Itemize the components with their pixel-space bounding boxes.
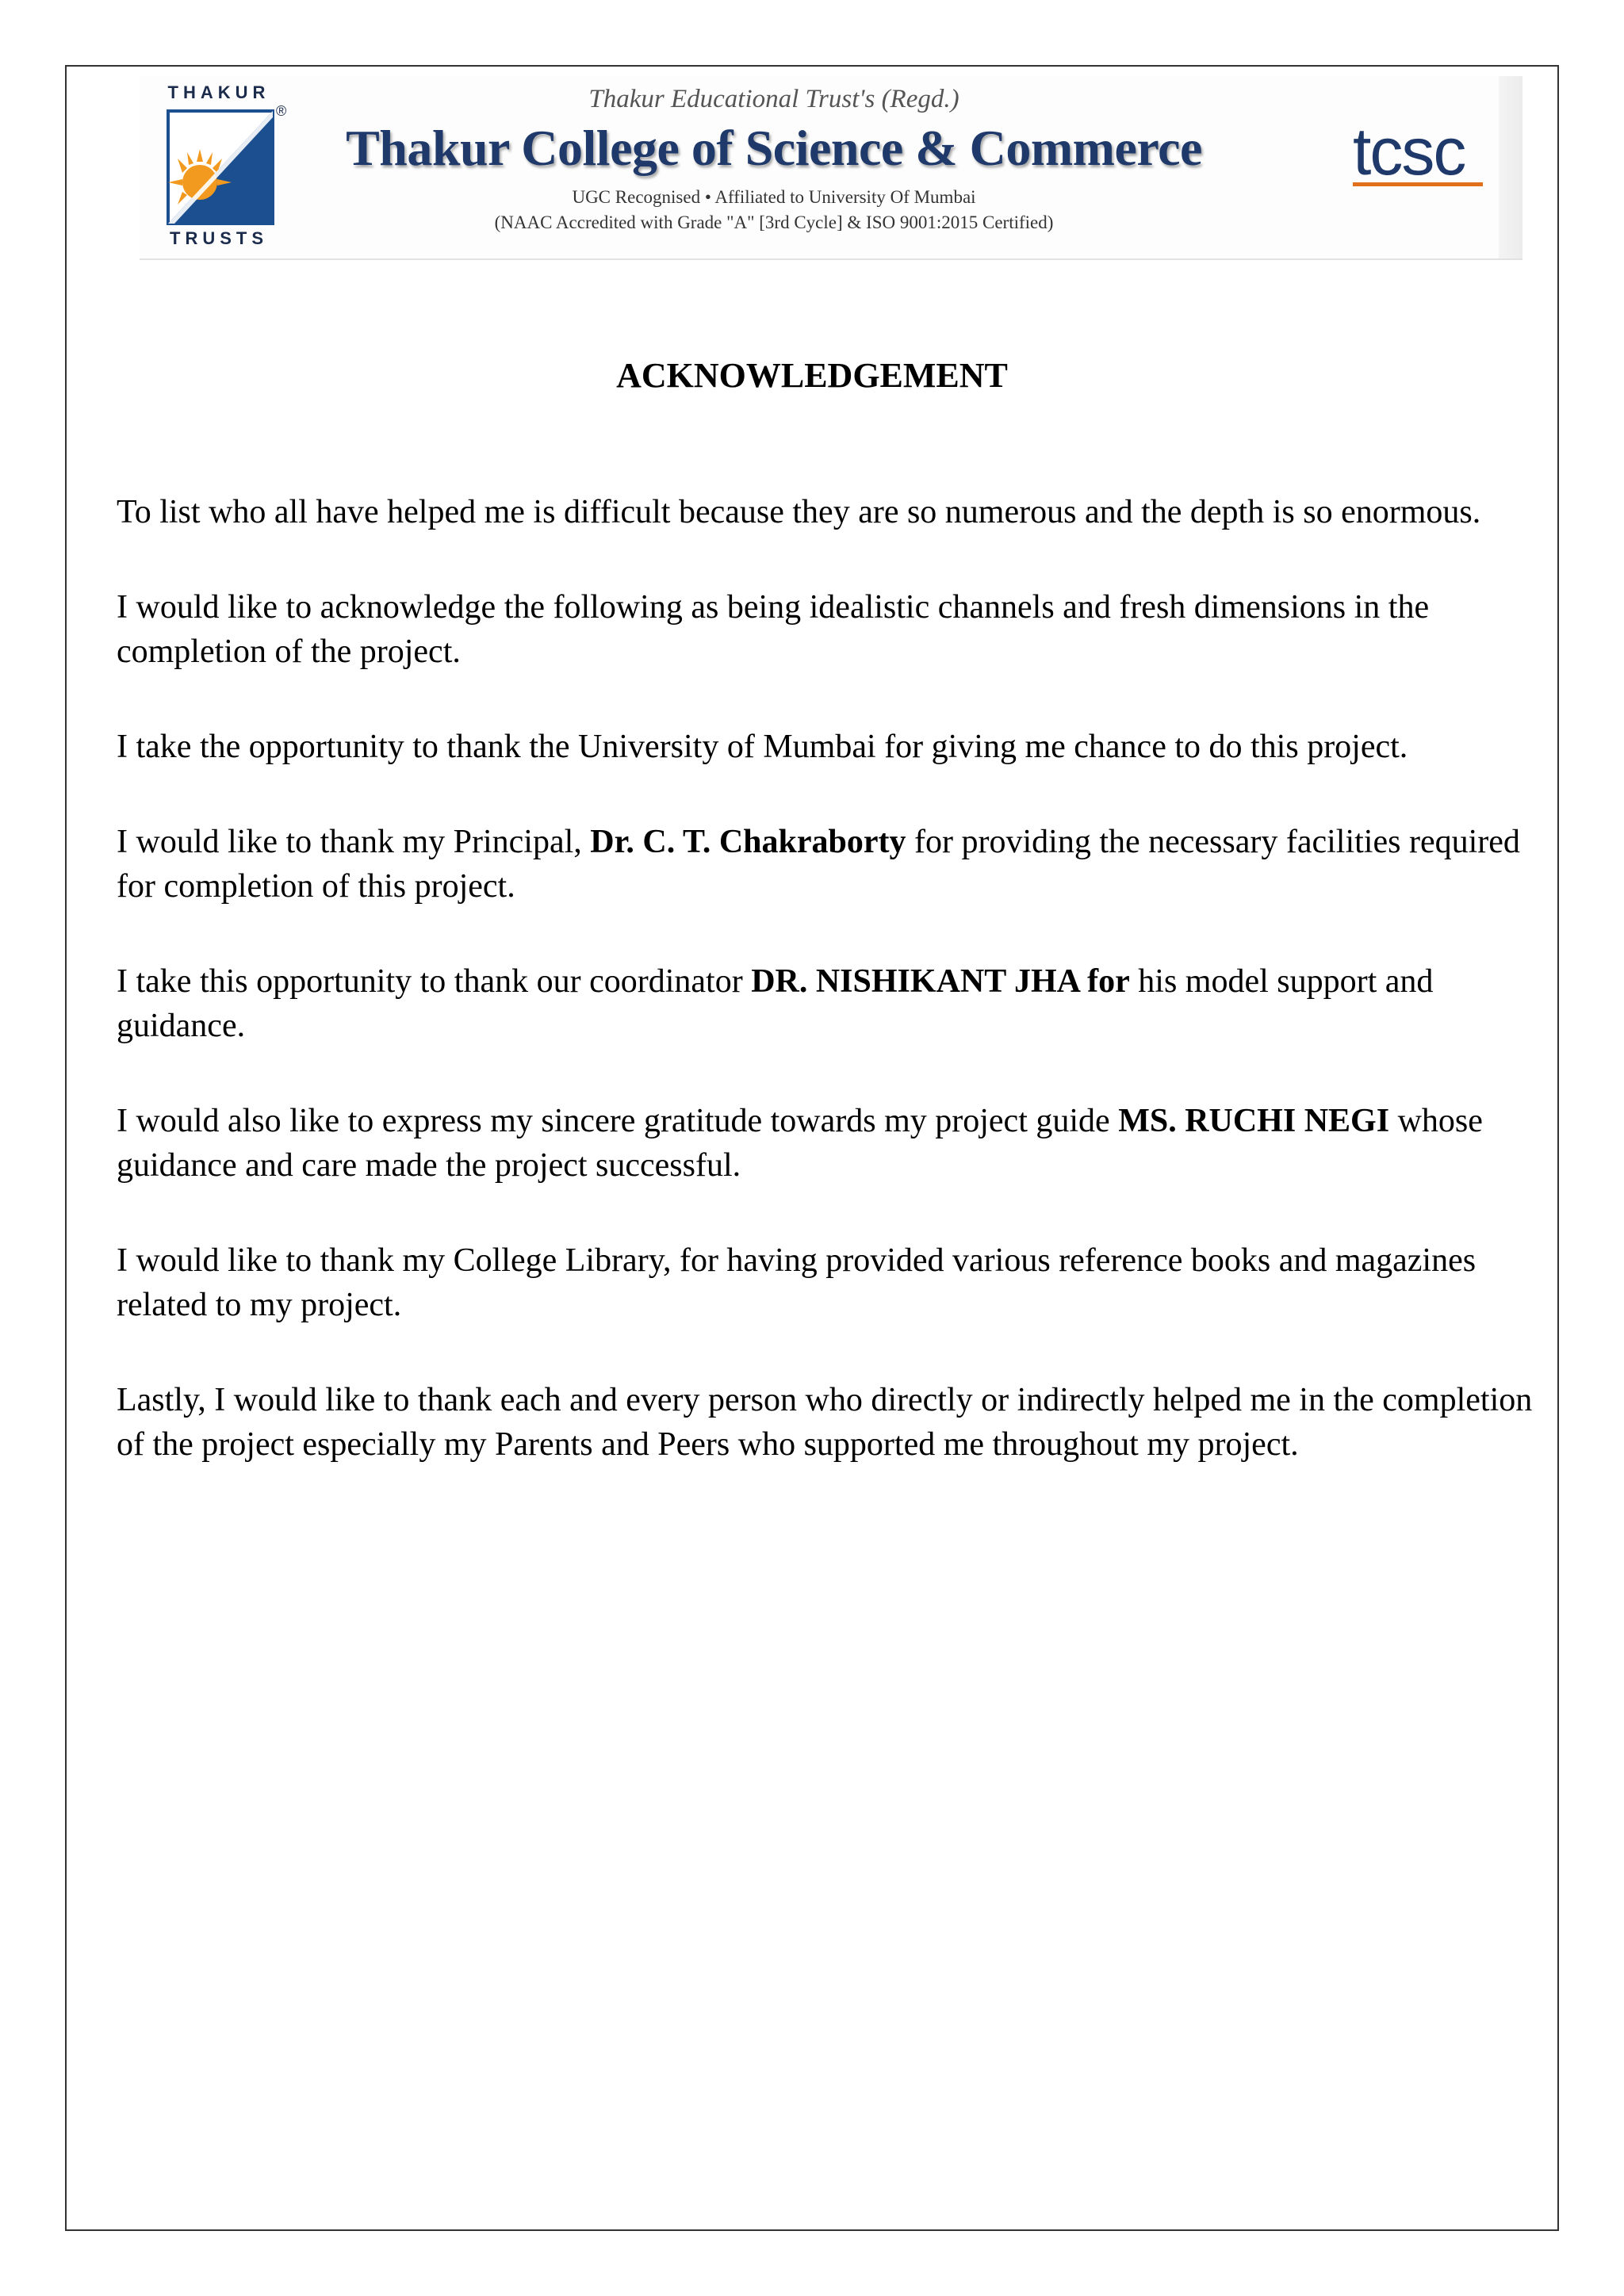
acknowledgement-body [117,490,1533,1517]
paragraph [117,959,1533,1048]
accreditation-line: (NAAC Accredited with Grade "A" [3rd Cycle] & ISO 9001:2015 Certified) [494,212,1054,232]
college-name: Thakur College of Science & Commerce [346,120,1202,176]
thakur-trusts-logo [163,82,290,251]
paragraph [117,820,1533,909]
paragraph-text: his model support and guidance. [117,963,1434,1044]
college-title-block [330,82,1218,235]
college-header-banner [140,76,1522,260]
tcsc-logo [1353,116,1496,203]
paragraph-text: for providing the necessary facilities required for completion of this project. [117,824,1520,905]
recognition-line: UGC Recognised • Affiliated to University Of Mumbai [572,187,976,207]
paragraph-text: Lastly, I would like to thank each and every person who directly or indirectly helped me in the completion of the project especially my Parents and Peers who supported me throughout my project. [117,1382,1533,1463]
banner-edge [1499,76,1522,258]
tcsc-logo-text: tcsc [1353,114,1465,189]
paragraph-text: I would also like to express my sincere gratitude towards my project guide [117,1103,1119,1139]
paragraph-text: To list who all have helped me is difficult because they are so numerous and the depth is so enormous. [117,494,1481,530]
project-guide-name: MS. RUCHI NEGI [1118,1103,1390,1139]
paragraph [117,1099,1533,1188]
trust-logo-top-word: THAKUR [167,82,270,102]
trust-logo-bottom-word: TRUSTS [170,228,268,248]
paragraph-text: I would like to acknowledge the following as being idealistic channels and fresh dimensions in the completion of the project. [117,589,1430,670]
page-title: ACKNOWLEDGEMENT [616,356,1008,395]
sunrise-emblem-icon [165,109,276,225]
trust-name: Thakur Educational Trust's (Regd.) [588,85,959,113]
paragraph-text: I would like to thank my College Library, for having provided various reference books and magazines related to my project. [117,1242,1477,1323]
paragraph-text: I take the opportunity to thank the University of Mumbai for giving me chance to do this project. [117,729,1408,765]
paragraph [117,585,1533,674]
paragraph [117,490,1533,534]
paragraph [117,725,1533,769]
coordinator-name: DR. NISHIKANT JHA for [751,963,1130,1000]
paragraph [117,1238,1533,1327]
registered-mark: ® [276,103,287,119]
paragraph-text: I take this opportunity to thank our coordinator [117,963,752,1000]
paragraph-text: I would like to thank my Principal, [117,824,591,860]
paragraph [117,1378,1533,1467]
paragraph-text: whose guidance and care made the project successful. [117,1103,1483,1184]
principal-name: Dr. C. T. Chakraborty [590,824,906,860]
